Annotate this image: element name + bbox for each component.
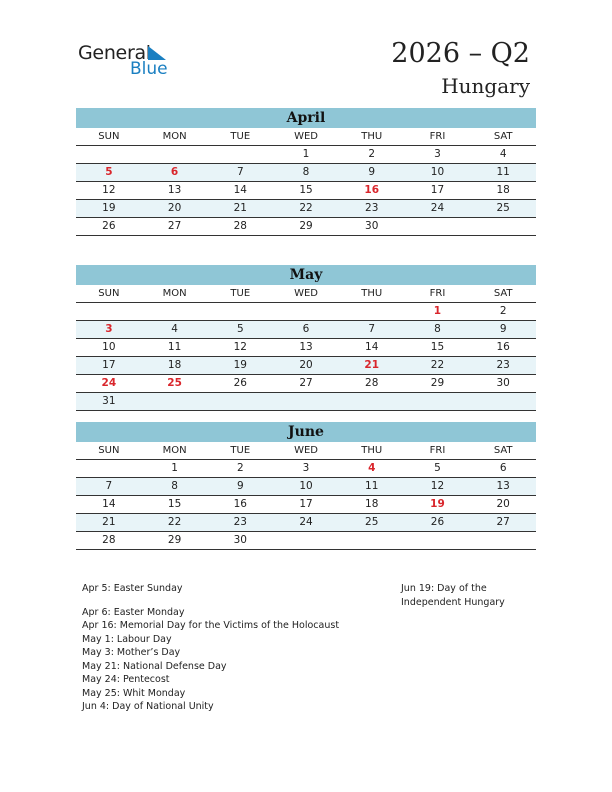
day-cell: 24 (299, 516, 313, 528)
weekday-label: MON (162, 131, 187, 142)
day-cell (470, 218, 536, 235)
day-cell: 3 (434, 148, 441, 160)
day-cell: 29 (167, 534, 182, 546)
day-cell: 30 (496, 377, 510, 389)
holiday-day-cell: 4 (368, 462, 376, 474)
weekday-label: SAT (493, 288, 513, 299)
day-cell: 22 (299, 202, 313, 214)
day-cell: 7 (368, 323, 376, 335)
week-row (76, 478, 536, 496)
day-cell: 9 (236, 480, 244, 492)
day-cell: 16 (233, 498, 247, 510)
day-cell (339, 303, 405, 320)
day-cell: 13 (299, 341, 313, 353)
month-april (76, 108, 536, 236)
day-cell: 13 (167, 184, 182, 196)
weekday-label: WED (294, 445, 318, 456)
day-cell (142, 303, 208, 320)
holiday-note: May 3: Mother’s Day (82, 647, 181, 658)
day-cell: 4 (171, 323, 178, 335)
holiday-day-cell: 3 (105, 323, 113, 335)
weekday-label: SAT (493, 445, 513, 456)
day-cell: 17 (299, 498, 313, 510)
weekday-label: TUE (230, 445, 251, 456)
day-cell: 4 (499, 148, 507, 160)
weekday-label: THU (361, 445, 383, 456)
day-cell: 9 (499, 323, 507, 335)
day-cell (207, 303, 273, 320)
day-cell: 19 (102, 202, 116, 214)
day-cell (76, 303, 142, 320)
day-cell: 23 (496, 359, 510, 371)
week-row (76, 321, 536, 339)
day-cell: 11 (365, 480, 379, 492)
day-cell: 20 (496, 498, 510, 510)
day-cell: 25 (496, 202, 510, 214)
week-row (76, 375, 536, 393)
day-cell: 12 (430, 480, 445, 492)
day-cell: 31 (102, 395, 116, 407)
holiday-notes-left (82, 582, 382, 714)
day-cell: 1 (171, 462, 178, 474)
day-cell: 27 (299, 377, 313, 389)
weekday-label: SUN (98, 131, 120, 142)
day-cell: 21 (102, 516, 116, 528)
day-cell (339, 393, 405, 410)
day-cell: 17 (430, 184, 445, 196)
holiday-day-cell: 24 (101, 377, 117, 389)
day-cell: 28 (233, 220, 247, 232)
day-cell: 29 (299, 220, 313, 232)
day-cell: 22 (167, 516, 182, 528)
day-cell: 14 (233, 184, 247, 196)
day-cell (207, 146, 273, 163)
day-cell: 1 (302, 148, 310, 160)
day-cell: 23 (233, 516, 247, 528)
week-row (76, 200, 536, 218)
day-cell: 7 (105, 480, 113, 492)
week-row (76, 460, 536, 478)
day-cell: 16 (496, 341, 510, 353)
month-title: April (76, 108, 536, 128)
day-cell: 2 (368, 148, 376, 160)
weekday-label: THU (361, 131, 383, 142)
day-cell: 15 (167, 498, 182, 510)
day-cell: 6 (499, 462, 507, 474)
day-cell (273, 393, 339, 410)
day-cell: 14 (102, 498, 116, 510)
day-cell: 28 (365, 377, 379, 389)
day-cell: 30 (365, 220, 379, 232)
day-cell (405, 218, 471, 235)
holiday-day-cell: 19 (430, 498, 445, 510)
weekday-label: FRI (429, 445, 446, 456)
day-cell: 10 (299, 480, 313, 492)
day-cell: 22 (430, 359, 445, 371)
day-cell: 24 (430, 202, 445, 214)
week-row (76, 164, 536, 182)
day-cell: 26 (430, 516, 445, 528)
holiday-day-cell: 5 (105, 166, 113, 178)
holiday-note (82, 596, 382, 606)
day-cell: 19 (233, 359, 247, 371)
week-row (76, 339, 536, 357)
logo (78, 42, 188, 82)
day-cell: 23 (365, 202, 379, 214)
day-cell: 28 (102, 534, 116, 546)
day-cell: 8 (302, 166, 310, 178)
day-cell (142, 393, 208, 410)
day-cell: 5 (434, 462, 441, 474)
weekday-label: WED (294, 131, 318, 142)
weekday-label: MON (162, 288, 187, 299)
day-cell: 9 (368, 166, 376, 178)
weekday-label: THU (361, 288, 383, 299)
day-cell: 25 (365, 516, 379, 528)
day-cell (339, 532, 405, 549)
week-row (76, 393, 536, 411)
holiday-note: Jun 19: Day of the (401, 583, 487, 594)
day-cell: 27 (167, 220, 182, 232)
holiday-day-cell: 6 (170, 166, 179, 178)
day-cell (470, 393, 536, 410)
day-cell: 20 (299, 359, 313, 371)
day-cell: 18 (496, 184, 510, 196)
week-row (76, 496, 536, 514)
day-cell: 5 (236, 323, 244, 335)
week-row (76, 357, 536, 375)
holiday-note: Apr 6: Easter Monday (82, 606, 185, 618)
day-cell (142, 146, 208, 163)
day-cell (405, 393, 471, 410)
day-cell: 11 (167, 341, 182, 353)
logo-triangle-icon (148, 46, 166, 60)
day-cell: 29 (430, 377, 445, 389)
day-cell: 3 (302, 462, 310, 474)
weekday-label: SAT (493, 131, 513, 142)
day-cell: 12 (102, 184, 116, 196)
day-cell: 26 (102, 220, 116, 232)
day-cell: 12 (233, 341, 247, 353)
weekday-label: TUE (230, 131, 251, 142)
week-row (76, 182, 536, 200)
day-cell: 2 (499, 305, 507, 317)
day-cell: 13 (496, 480, 510, 492)
day-cell (76, 146, 142, 163)
day-cell: 8 (171, 480, 178, 492)
weekday-header-row (76, 285, 536, 303)
month-title: June (76, 422, 536, 442)
day-cell: 30 (233, 534, 247, 546)
holiday-note: May 21: National Defense Day (82, 660, 227, 672)
logo-general-text: General (78, 42, 151, 64)
day-cell: 26 (233, 377, 247, 389)
holiday-note: Independent Hungary (401, 596, 505, 608)
holiday-note: Apr 5: Easter Sunday (82, 583, 183, 594)
holiday-notes-right (401, 582, 541, 609)
week-row (76, 514, 536, 532)
holiday-day-cell: 21 (364, 359, 380, 371)
weekday-header-row (76, 442, 536, 460)
page-title: 2026 – Q2 (391, 38, 530, 69)
holiday-note: Apr 16: Memorial Day for the Victims of the Holocaust (82, 620, 340, 631)
day-cell: 20 (167, 202, 182, 214)
weekday-label: SUN (98, 288, 120, 299)
holiday-note: May 24: Pentecost (82, 674, 170, 685)
day-cell: 6 (302, 323, 310, 335)
day-cell (405, 532, 471, 549)
month-may (76, 265, 536, 411)
day-cell: 15 (430, 341, 445, 353)
holiday-note: May 1: Labour Day (82, 633, 172, 645)
week-row (76, 532, 536, 550)
day-cell: 17 (102, 359, 116, 371)
day-cell: 11 (496, 166, 510, 178)
day-cell: 18 (365, 498, 379, 510)
holiday-note: May 25: Whit Monday (82, 687, 186, 699)
day-cell: 2 (236, 462, 244, 474)
country-name: Hungary (441, 74, 530, 98)
holiday-day-cell: 25 (167, 377, 182, 389)
month-june (76, 422, 536, 550)
day-cell: 7 (236, 166, 244, 178)
day-cell: 10 (430, 166, 445, 178)
week-row (76, 146, 536, 164)
day-cell: 15 (299, 184, 313, 196)
day-cell (76, 460, 142, 477)
week-row (76, 303, 536, 321)
day-cell (470, 532, 536, 549)
holiday-day-cell: 16 (364, 184, 380, 196)
day-cell (207, 393, 273, 410)
weekday-label: MON (162, 445, 187, 456)
weekday-label: SUN (98, 445, 120, 456)
logo-blue-text: Blue (130, 59, 168, 79)
day-cell (273, 532, 339, 549)
day-cell: 10 (102, 341, 116, 353)
day-cell (273, 303, 339, 320)
day-cell: 27 (496, 516, 510, 528)
month-title: May (76, 265, 536, 285)
weekday-label: WED (294, 288, 318, 299)
day-cell: 18 (167, 359, 182, 371)
weekday-label: FRI (429, 288, 446, 299)
day-cell: 21 (233, 202, 247, 214)
holiday-note: Jun 4: Day of National Unity (82, 701, 214, 712)
weekday-label: TUE (230, 288, 251, 299)
weekday-label: FRI (429, 131, 446, 142)
holiday-day-cell: 1 (433, 305, 442, 317)
week-row (76, 218, 536, 236)
day-cell: 8 (434, 323, 441, 335)
weekday-header-row (76, 128, 536, 146)
day-cell: 14 (365, 341, 379, 353)
